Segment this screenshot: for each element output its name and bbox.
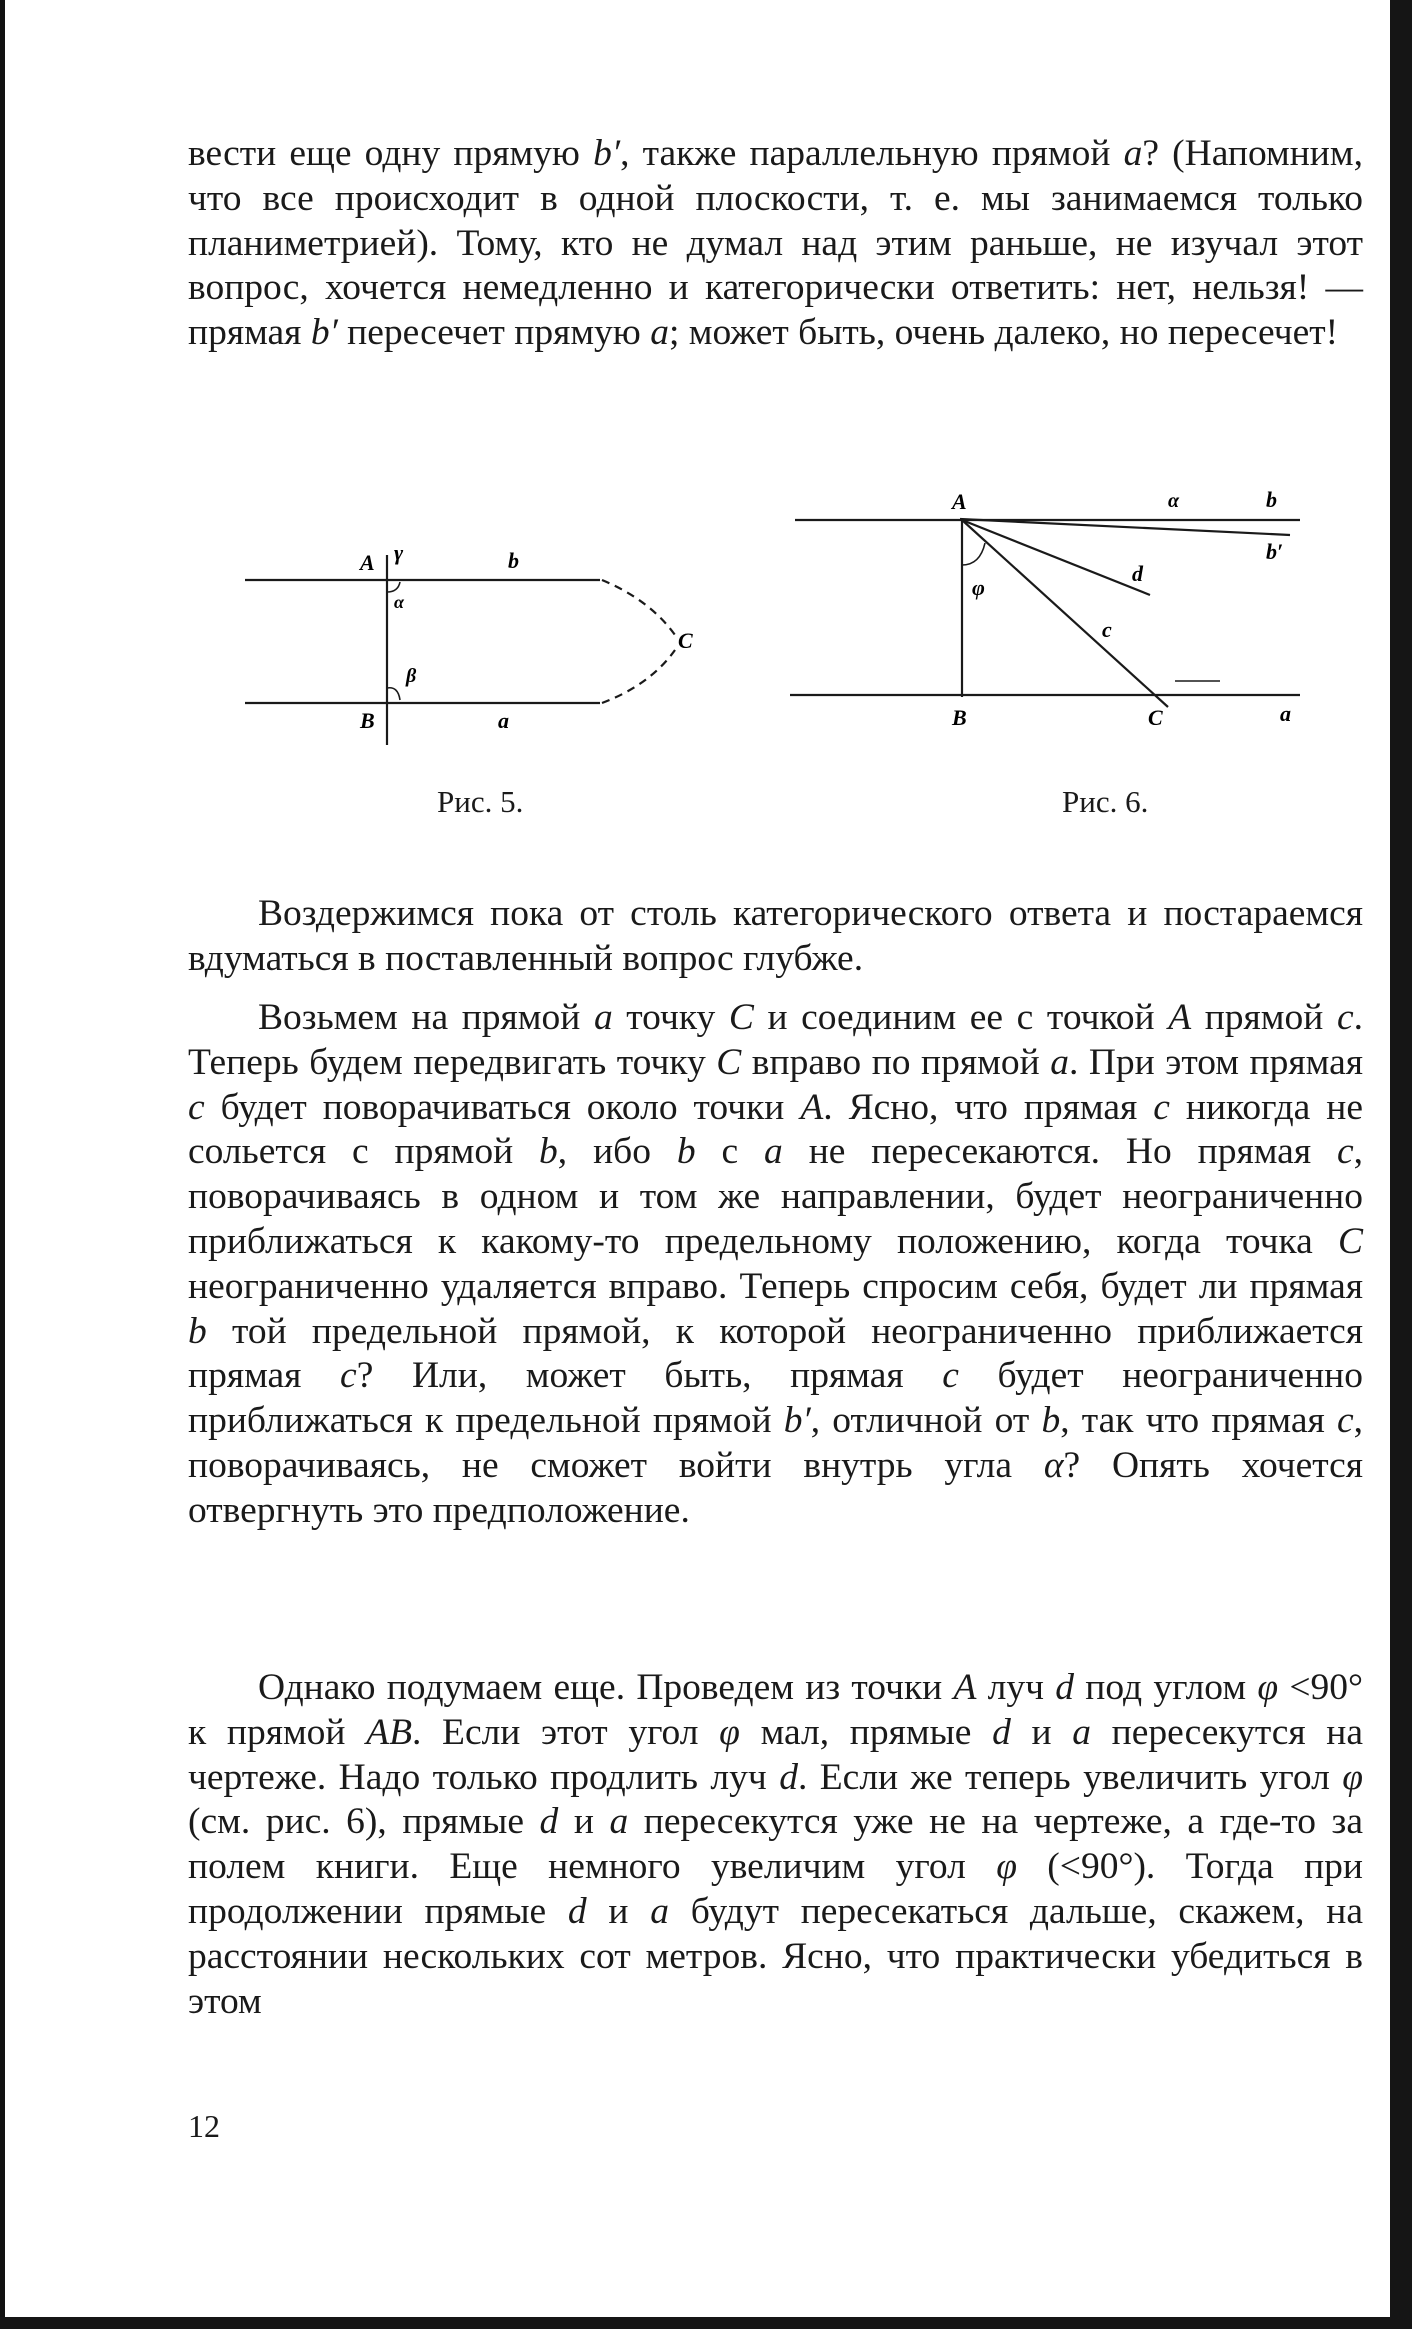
fig6-label-alpha: α	[1168, 490, 1180, 512]
fig6-line-d	[962, 520, 1150, 595]
fig5-label-beta: β	[406, 665, 417, 687]
fig5-label-a: a	[498, 708, 509, 733]
fig5-label-B: B	[360, 708, 375, 733]
fig6-label-B: B	[952, 705, 967, 730]
fig6-label-C: C	[1148, 705, 1163, 730]
figure-6-caption: Рис. 6.	[1062, 784, 1149, 819]
fig6-line-b-prime	[960, 519, 1290, 535]
fig6-label-b: b	[1266, 487, 1277, 512]
fig6-label-A: A	[952, 489, 967, 514]
paragraph-ray-d: Однако подумаем еще. Проведем из точки A луч d под углом φ <90° к прямой AB. Если этот угол φ мал, прямые d и a пересекутся на чертеже. Надо только продлить луч d. Если же теперь увеличить угол φ (см. рис. 6), прямые d и a пересекутся уже не на чертеже, а где-то за полем книги. Еще немного увеличим угол φ (<90°). Тогда при продолжении прямые d и a будут пересекаться дальше, скажем, на расстоянии нескольких сот метров. Ясно, что практически убедиться в этом	[188, 1667, 1363, 2022]
fig6-label-b-prime: b′	[1266, 539, 1284, 564]
paragraph-abstain: Воздержимся пока от столь категорического ответа и постараемся вдуматься в поставленный вопрос глубже.	[188, 893, 1363, 979]
fig6-label-d: d	[1132, 561, 1143, 586]
fig5-label-gamma: γ	[394, 540, 404, 565]
fig6-line-c	[962, 520, 1168, 707]
paragraph-continuation: вести еще одну прямую b′, также параллельную прямой a? (Напомним, что все происходит в одной плоскости, т. е. мы занимаемся только планиметрией). Тому, кто не думал над этим раньше, не изучал этот вопрос, хочется немедленно и категорически ответить: нет, нельзя! — прямая b′ пересечет прямую a; может быть, очень далеко, но пересечет!	[188, 133, 1363, 354]
fig5-label-alpha: α	[394, 592, 404, 612]
figure-5-caption: Рис. 5.	[437, 784, 524, 819]
fig6-label-phi: φ	[972, 575, 985, 600]
fig6-label-a: a	[1280, 701, 1291, 726]
scan-edge-bottom	[0, 2317, 1412, 2329]
fig5-dashed-upper	[602, 580, 675, 635]
paragraph-point-c: Возьмем на прямой a точку C и соединим ее с точкой A прямой c. Теперь будем передвигать точку C вправо по прямой a. При этом прямая c будет поворачиваться около точки A. Ясно, что прямая c никогда не сольется с прямой b, ибо b с a не пересекаются. Но прямая c, поворачиваясь в одном и том же направлении, будет неограниченно приближаться к какому-то предельному положению, когда точка C неограниченно удаляется вправо. Теперь спросим себя, будет ли прямая b той предельной прямой, к которой неограниченно приближается прямая c? Или, может быть, прямая c будет неограниченно приближаться к предельной прямой b′, отличной от b, так что прямая c, поворачиваясь, не сможет войти внутрь угла α? Опять хочется отвергнуть это предположение.	[188, 997, 1363, 1531]
figure-6	[780, 485, 1320, 735]
fig6-label-c: c	[1102, 617, 1112, 642]
scan-edge-right	[1390, 0, 1412, 2329]
fig6-arc-phi	[962, 543, 985, 565]
fig5-dashed-lower	[602, 650, 675, 703]
fig5-label-C: C	[678, 628, 693, 653]
fig5-arc-alpha	[387, 582, 400, 592]
fig5-label-b: b	[508, 548, 519, 573]
page-number: 12	[188, 2108, 220, 2144]
fig5-arc-beta	[387, 688, 400, 700]
scan-edge-left	[0, 0, 5, 2329]
fig5-label-A: A	[360, 550, 375, 575]
figure-5	[230, 520, 710, 750]
